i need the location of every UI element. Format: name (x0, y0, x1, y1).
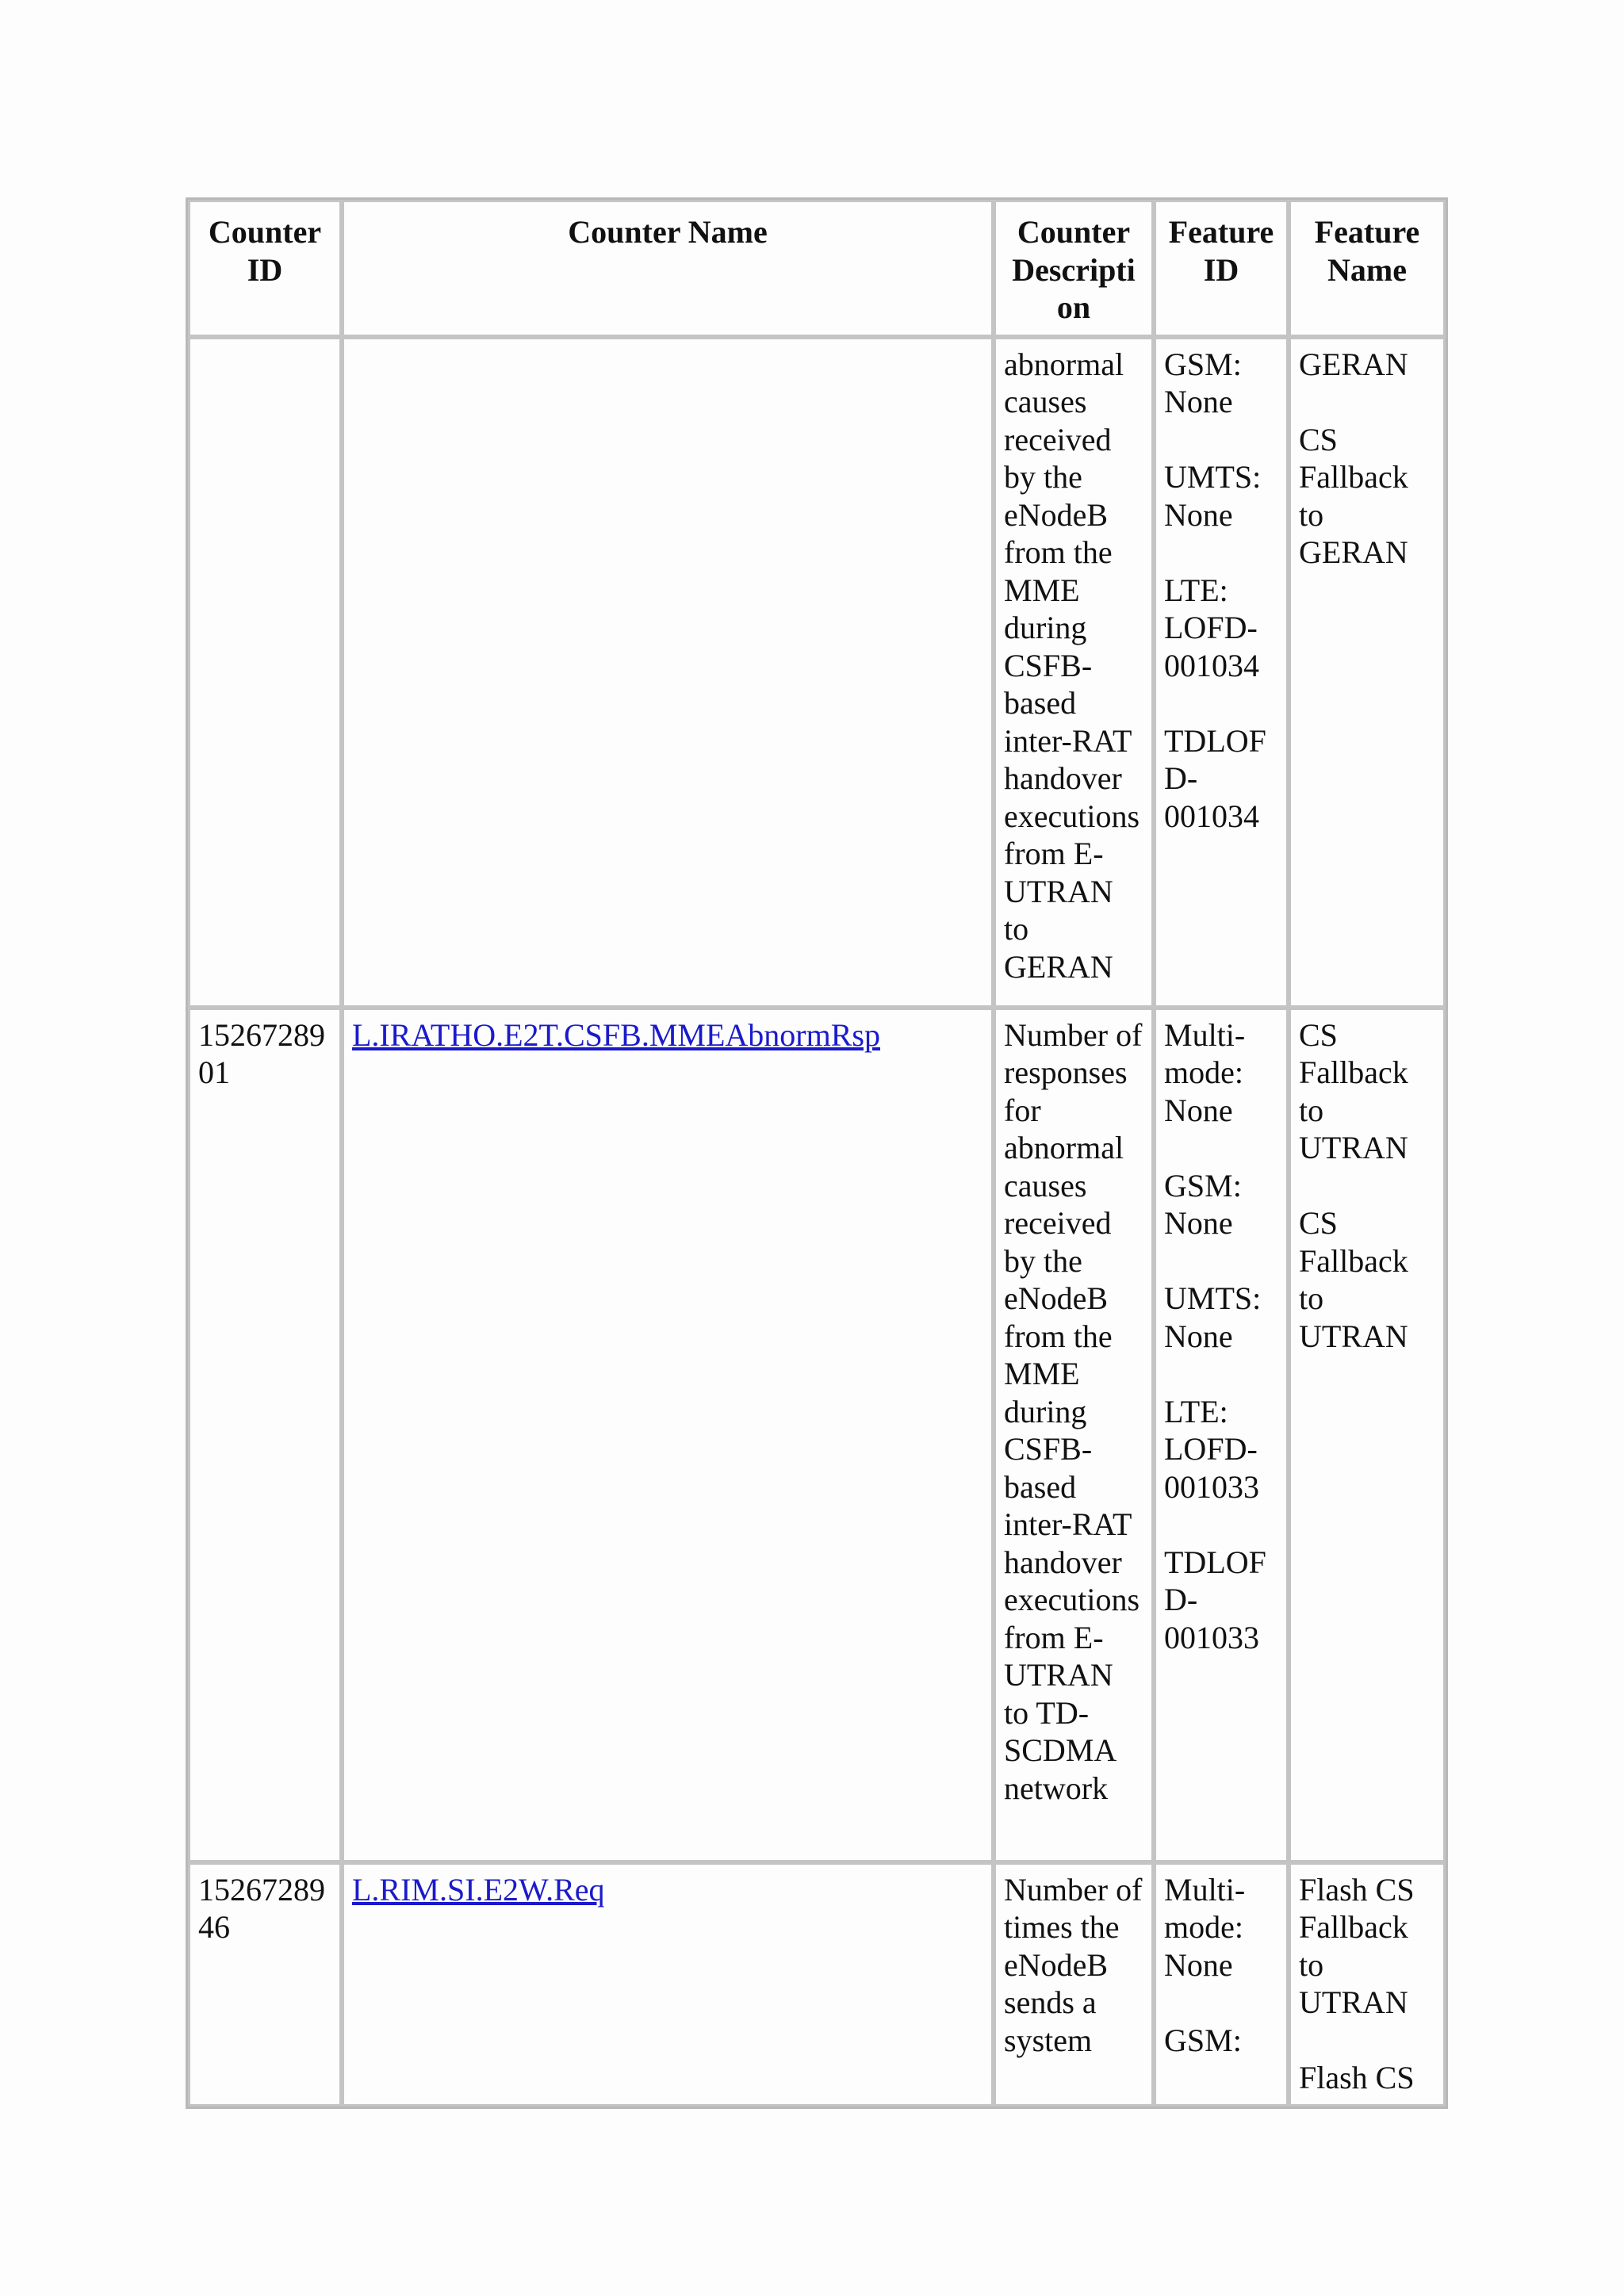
feature-name-text: GERAN CS Fallback to GERAN (1299, 346, 1408, 570)
cell-feature-name (1289, 337, 1446, 1008)
cell-feature-name (1289, 1008, 1446, 1862)
header-counter-id: Counter ID (188, 200, 342, 337)
cell-counter-name (342, 1862, 994, 2107)
counter-name-link[interactable]: L.RIM.SI.E2W.Req (352, 1871, 605, 1908)
table-row (188, 1862, 1446, 2107)
feature-id-text: Multi-mode: None GSM: (1164, 1871, 1246, 2058)
header-feature-id: Feature ID (1154, 200, 1289, 337)
counter-id-text: 1526728901 (198, 1016, 325, 1090)
cell-feature-id (1154, 1862, 1289, 2107)
table-row (188, 1008, 1446, 1862)
cell-counter-id (188, 337, 342, 1008)
counter-id-text: 1526728946 (198, 1871, 325, 1945)
feature-name-text: Flash CS Fallback to UTRAN Flash CS (1299, 1871, 1415, 2095)
description-text: Number of times the eNodeB sends a system (1004, 1871, 1143, 2058)
cell-feature-name (1289, 1862, 1446, 2107)
cell-description (994, 337, 1154, 1008)
feature-name-text: CS Fallback to UTRAN CS Fallback to UTRAN (1299, 1016, 1408, 1354)
cell-counter-name (342, 337, 994, 1008)
counter-table (186, 197, 1448, 2109)
cell-description (994, 1008, 1154, 1862)
table-row (188, 337, 1446, 1008)
cell-counter-id (188, 1862, 342, 2107)
description-text: Number of responses for abnormal causes received by the eNodeB from the MME during CSFB-based inter-RAT handover executions from E-UTRAN to TD-SCDMA network (1004, 1016, 1143, 1806)
feature-id-text: Multi-mode: None GSM: None UMTS: None LTE: LOFD-001033 TDLOFD-001033 (1164, 1016, 1266, 1655)
description-text: abnormal causes received by the eNodeB from the MME during CSFB-based inter-RAT handover executions from E-UTRAN to GERAN (1004, 346, 1140, 985)
header-feature-name: Feature Name (1289, 200, 1446, 337)
table-header-row (188, 200, 1446, 337)
cell-counter-id (188, 1008, 342, 1862)
cell-description (994, 1862, 1154, 2107)
header-counter-description: Counter Descripti on (994, 200, 1154, 337)
counter-name-link[interactable]: L.IRATHO.E2T.CSFB.MMEAbnormRsp (352, 1016, 880, 1053)
cell-feature-id (1154, 337, 1289, 1008)
cell-counter-name (342, 1008, 994, 1862)
feature-id-text: GSM: None UMTS: None LTE: LOFD-001034 TDLOFD-001034 (1164, 346, 1266, 834)
cell-feature-id (1154, 1008, 1289, 1862)
header-counter-name: Counter Name (342, 200, 994, 337)
